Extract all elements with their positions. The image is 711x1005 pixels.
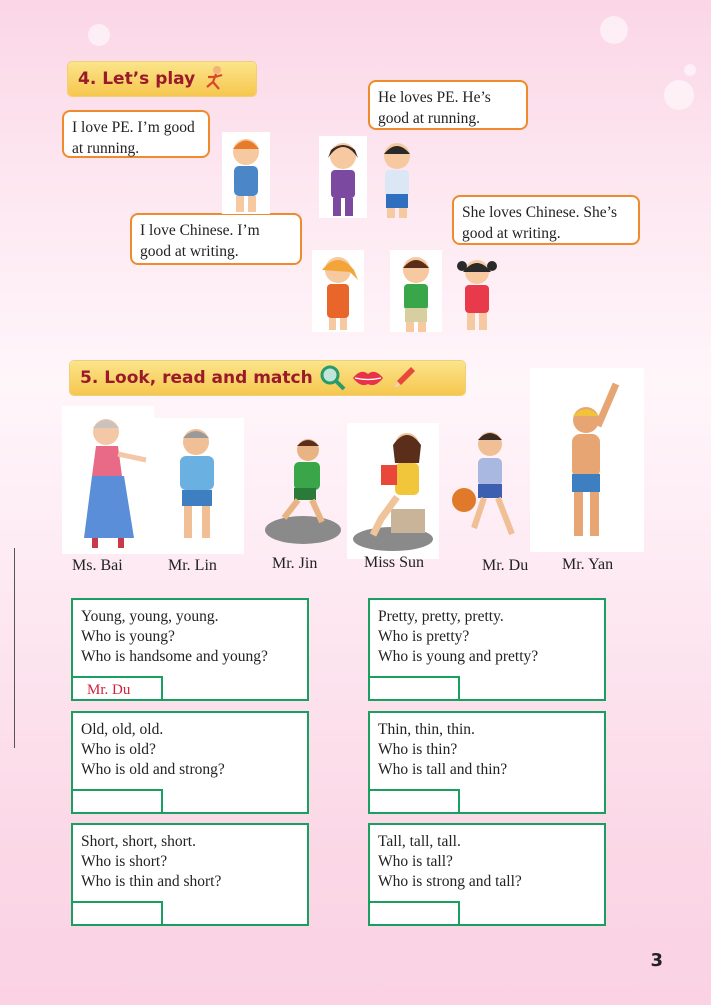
- riddle-line: Pretty, pretty, pretty.: [378, 608, 504, 625]
- ms-bai-figure: [62, 406, 154, 554]
- decorative-bubble: [88, 24, 110, 46]
- magnifier-icon: [319, 364, 347, 392]
- riddle-line: Who is short?: [81, 853, 168, 870]
- speech-bubble-he-pe: He loves PE. He’s good at running.: [368, 80, 528, 130]
- decorative-bubble: [664, 80, 694, 110]
- section-4-header: [68, 62, 256, 96]
- boy-green-shirt-figure: [390, 250, 442, 332]
- riddle-card-tall: [368, 823, 606, 926]
- mr-yan-figure: [530, 368, 644, 552]
- riddle-line: Who is tall?: [378, 853, 453, 870]
- riddle-line: Who is thin and short?: [81, 873, 222, 890]
- miss-sun-figure: [347, 423, 439, 559]
- name-label-ms-bai: Ms. Bai: [72, 557, 123, 574]
- mr-jin-figure: [260, 430, 346, 554]
- riddle-line: Who is tall and thin?: [378, 761, 508, 778]
- section-5-title: 5. Look, read and match: [80, 368, 313, 388]
- boy-figure: [222, 132, 270, 214]
- name-label-mr-yan: Mr. Yan: [562, 556, 614, 573]
- answer-box[interactable]: [368, 789, 460, 814]
- name-label-mr-du: Mr. Du: [482, 557, 529, 574]
- answer-box[interactable]: [71, 901, 163, 926]
- girl-pointing-figure: [319, 136, 367, 218]
- girl-chinese-figure: [312, 250, 364, 332]
- mr-lin-figure: [154, 418, 244, 554]
- name-label-mr-lin: Mr. Lin: [168, 557, 217, 574]
- riddle-line: Young, young, young.: [81, 608, 219, 625]
- answer-box[interactable]: Mr. Du: [71, 676, 163, 701]
- riddle-line: Who is handsome and young?: [81, 648, 268, 665]
- margin-rule: [14, 548, 15, 748]
- speech-bubble-she-chinese: She loves Chinese. She’s good at writing.: [452, 195, 640, 245]
- riddle-line: Who is old and strong?: [81, 761, 225, 778]
- section-5-header: [70, 361, 465, 395]
- riddle-line: Who is young and pretty?: [378, 648, 539, 665]
- name-label-miss-sun: Miss Sun: [364, 554, 425, 571]
- riddle-card-thin: [368, 711, 606, 814]
- answer-box[interactable]: [368, 676, 460, 701]
- riddle-line: Who is pretty?: [378, 628, 470, 645]
- pencil-icon: [389, 363, 419, 393]
- decorative-bubble: [600, 16, 628, 44]
- riddle-line: Who is strong and tall?: [378, 873, 522, 890]
- mr-du-figure: [444, 424, 534, 550]
- answer-box[interactable]: [71, 789, 163, 814]
- riddle-line: Tall, tall, tall.: [378, 833, 461, 850]
- riddle-line: Who is thin?: [378, 741, 458, 758]
- riddle-line: Short, short, short.: [81, 833, 196, 850]
- speech-bubble-girl-chinese: I love Chinese. I’m good at writing.: [130, 213, 302, 265]
- riddle-line: Who is young?: [81, 628, 175, 645]
- riddle-card-short: [71, 823, 309, 926]
- boy-friend-figure: [370, 136, 424, 218]
- running-figure-icon: [201, 65, 229, 93]
- lips-icon: [351, 367, 385, 389]
- riddle-line: Thin, thin, thin.: [378, 721, 475, 738]
- speech-bubble-boy-pe: I love PE. I’m good at running.: [62, 110, 210, 158]
- riddle-line: Who is old?: [81, 741, 156, 758]
- girl-red-shirt-figure: [452, 254, 502, 332]
- section-4-title: 4. Let’s play: [78, 69, 196, 89]
- page-number: 3: [650, 950, 663, 971]
- decorative-bubble: [684, 64, 696, 76]
- riddle-line: Old, old, old.: [81, 721, 164, 738]
- riddle-card-pretty: [368, 598, 606, 701]
- riddle-card-young: [71, 598, 309, 701]
- riddle-card-old: [71, 711, 309, 814]
- answer-box[interactable]: [368, 901, 460, 926]
- name-label-mr-jin: Mr. Jin: [272, 555, 318, 572]
